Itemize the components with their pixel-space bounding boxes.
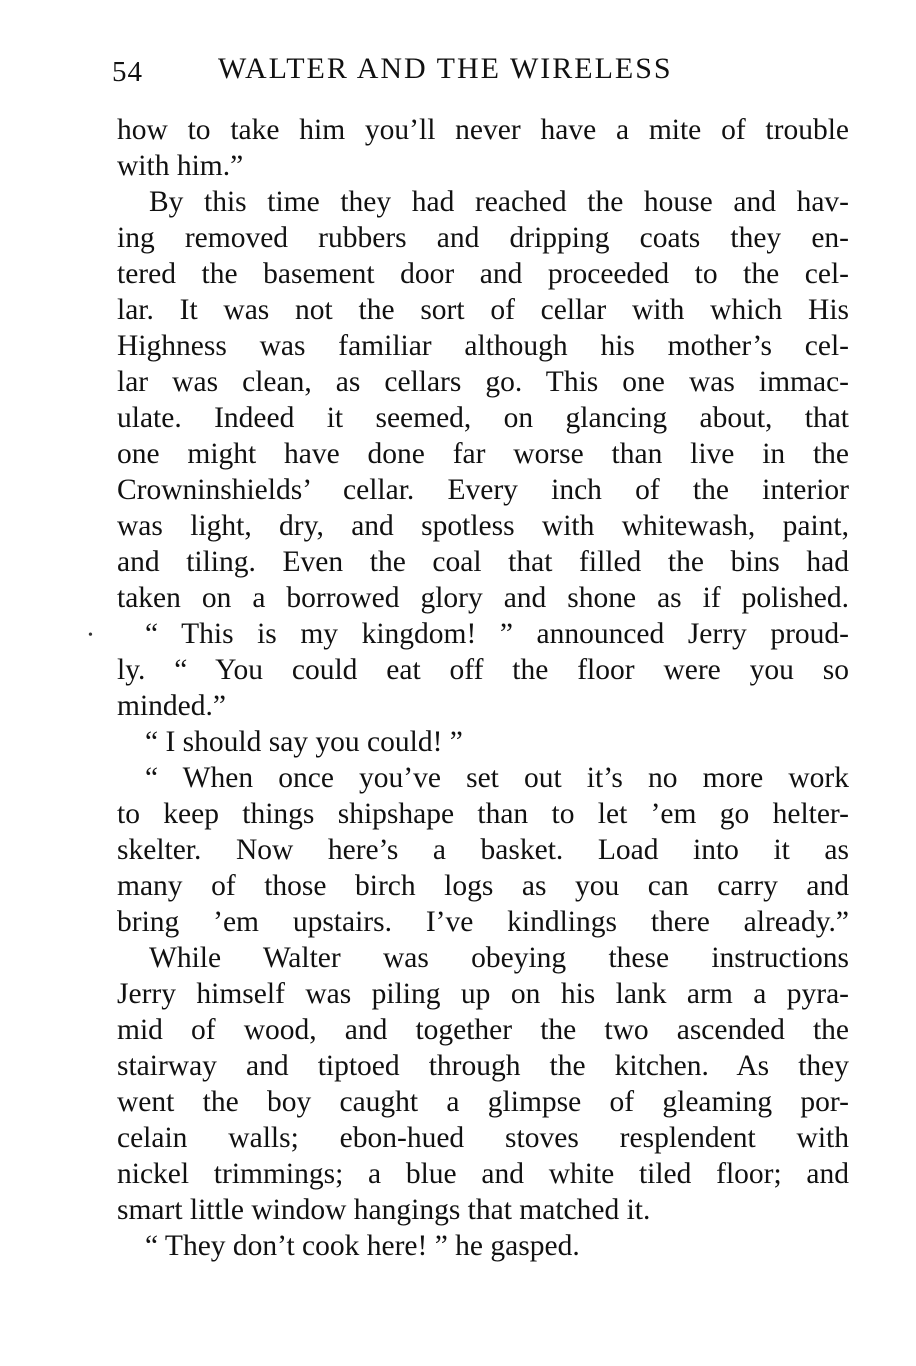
- text-line: lar was clean, as cellars go. This one was immac-: [117, 366, 849, 398]
- text-line: one might have done far worse than live in the: [117, 438, 849, 470]
- text-line: skelter. Now here’s a basket. Load into it as: [117, 834, 849, 866]
- text-line: Crowninshields’ cellar. Every inch of the interior: [117, 474, 849, 506]
- text-line: many of those birch logs as you can carry and: [117, 870, 849, 902]
- text-line: taken on a borrowed glory and shone as if polished.: [117, 582, 849, 614]
- text-line: minded.”: [117, 690, 226, 722]
- text-line: smart little window hangings that matched it.: [117, 1194, 651, 1226]
- text-line: “ When once you’ve set out it’s no more work: [145, 762, 849, 794]
- text-line: While Walter was obeying these instructions: [149, 942, 849, 974]
- text-line: ulate. Indeed it seemed, on glancing about, that: [117, 402, 849, 434]
- text-line: was light, dry, and spotless with whitewash, paint,: [117, 510, 849, 542]
- text-line: nickel trimmings; a blue and white tiled floor; and: [117, 1158, 849, 1190]
- text-line: Jerry himself was piling up on his lank arm a pyra-: [117, 978, 849, 1010]
- text-line: “ This is my kingdom! ” announced Jerry proud-: [145, 618, 849, 650]
- text-line: Highness was familiar although his mother’s cel-: [117, 330, 849, 362]
- text-line: “ I should say you could! ”: [145, 726, 463, 758]
- text-line: tered the basement door and proceeded to the cel-: [117, 258, 849, 290]
- text-line: went the boy caught a glimpse of gleaming por-: [117, 1086, 849, 1118]
- text-line: mid of wood, and together the two ascended the: [117, 1014, 849, 1046]
- text-line: to keep things shipshape than to let ’em go helter-: [117, 798, 849, 830]
- text-line: and tiling. Even the coal that filled the bins had: [117, 546, 849, 578]
- text-line: “ They don’t cook here! ” he gasped.: [145, 1230, 580, 1262]
- text-line: celain walls; ebon-hued stoves resplendent with: [117, 1122, 849, 1154]
- margin-mark: •: [88, 628, 93, 643]
- text-line: with him.”: [117, 150, 244, 182]
- running-title: WALTER AND THE WIRELESS: [218, 52, 673, 85]
- text-line: ly. “ You could eat off the floor were you so: [117, 654, 849, 686]
- text-line: how to take him you’ll never have a mite of trouble: [117, 114, 849, 146]
- body-text: [117, 112, 849, 1264]
- text-line: By this time they had reached the house and hav-: [149, 186, 849, 218]
- text-line: stairway and tiptoed through the kitchen. As they: [117, 1050, 849, 1082]
- text-line: lar. It was not the sort of cellar with which His: [117, 294, 849, 326]
- page-number: 54: [112, 56, 143, 88]
- text-line: bring ’em upstairs. I’ve kindlings there already.”: [117, 906, 849, 938]
- text-line: ing removed rubbers and dripping coats they en-: [117, 222, 849, 254]
- running-head: [112, 52, 852, 96]
